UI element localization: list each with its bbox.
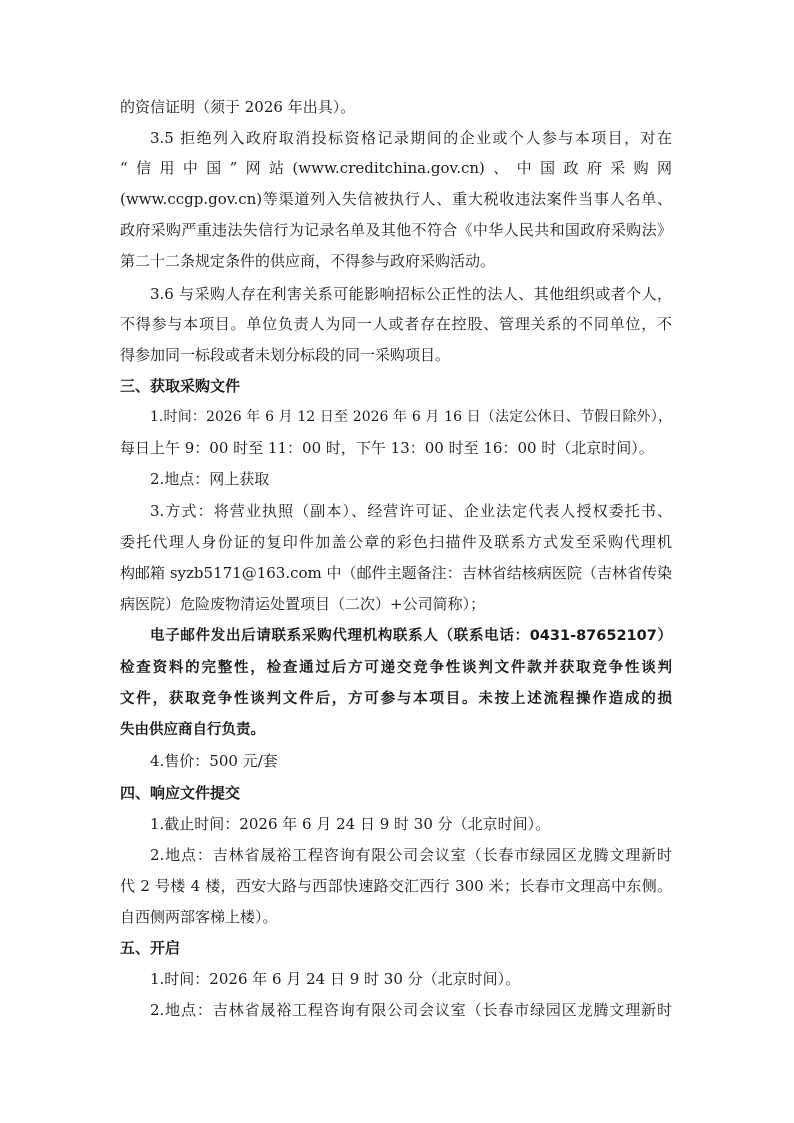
section-heading: 三、获取采购文件 bbox=[120, 377, 241, 395]
bold-notice-line: 检查资料的完整性，检查通过后方可递交竞争性谈判文件款并获取竞争性谈判 bbox=[120, 660, 672, 676]
paragraph-line: 1.时间：2026 年 6 月 12 日至 2026 年 6 月 16 日（法定公休日、节假日除外）， bbox=[150, 409, 672, 425]
paragraph-line: 不得参与本项目。单位负责人为同一人或者存在控股、管理关系的不同单位，不 bbox=[120, 315, 672, 333]
paragraph-line: 2.地点：网上获取 bbox=[150, 470, 270, 488]
bold-notice-line: 失由供应商自行负责。 bbox=[120, 722, 265, 738]
paragraph-line: “信用中国”网站(www.creditchina.gov.cn)、中国政府采购网 bbox=[120, 159, 672, 177]
paragraph-line: 4.售价：500 元/套 bbox=[150, 752, 278, 770]
section-heading: 五、开启 bbox=[120, 939, 181, 957]
paragraph-line: 第二十二条规定条件的供应商，不得参与政府采购活动。 bbox=[120, 252, 496, 270]
paragraph-line: 2.地点：吉林省晟裕工程咨询有限公司会议室（长春市绿园区龙腾文理新时 bbox=[150, 1001, 672, 1019]
paragraph-line: (www.ccgp.gov.cn)等渠道列入失信被执行人、重大税收违法案件当事人名单、 bbox=[120, 190, 672, 208]
paragraph-line: 1.截止时间：2026 年 6 月 24 日 9 时 30 分（北京时间）。 bbox=[150, 815, 551, 833]
paragraph-line: 1.时间：2026 年 6 月 24 日 9 时 30 分（北京时间）。 bbox=[150, 970, 521, 988]
paragraph-line: 3.6 与采购人存在利害关系可能影响招标公正性的法人、其他组织或者个人， bbox=[150, 285, 672, 303]
paragraph-line: 的资信证明（须于 2026 年出具）。 bbox=[120, 98, 356, 116]
bold-notice-line: 文件，获取竞争性谈判文件后，方可参与本项目。未按上述流程操作造成的损 bbox=[120, 691, 672, 707]
paragraph-line: 委托代理人身份证的复印件加盖公章的彩色扫描件及联系方式发至采购代理机 bbox=[120, 533, 672, 551]
paragraph-line: 自西侧两部客梯上楼）。 bbox=[120, 908, 278, 926]
bold-notice-line: 电子邮件发出后请联系采购代理机构联系人（联系电话：0431-87652107） bbox=[150, 628, 672, 644]
paragraph-line: 病医院）危险废物清运处置项目（二次）+公司简称）； bbox=[120, 595, 486, 613]
paragraph-line: 每日上午 9：00 时至 11：00 时，下午 13：00 时至 16：00 时（北京时间）。 bbox=[120, 439, 654, 457]
paragraph-line: 政府采购严重违法失信行为记录名单及其他不符合《中华人民共和国政府采购法》 bbox=[120, 221, 672, 239]
section-heading: 四、响应文件提交 bbox=[120, 784, 241, 802]
paragraph-line: 构邮箱 syzb5171@163.com 中（邮件主题备注：吉林省结核病医院（吉林省传染 bbox=[120, 564, 672, 582]
paragraph-line: 3.5 拒绝列入政府取消投标资格记录期间的企业或个人参与本项目，对在 bbox=[150, 129, 672, 147]
paragraph-line: 2.地点：吉林省晟裕工程咨询有限公司会议室（长春市绿园区龙腾文理新时 bbox=[150, 846, 672, 864]
paragraph-line: 代 2 号楼 4 楼，西安大路与西部快速路交汇西行 300 米；长春市文理高中东侧。 bbox=[120, 877, 672, 895]
paragraph-line: 3.方式：将营业执照（副本）、经营许可证、企业法定代表人授权委托书、 bbox=[150, 502, 672, 520]
paragraph-line: 得参加同一标段或者未划分标段的同一采购项目。 bbox=[120, 346, 451, 364]
